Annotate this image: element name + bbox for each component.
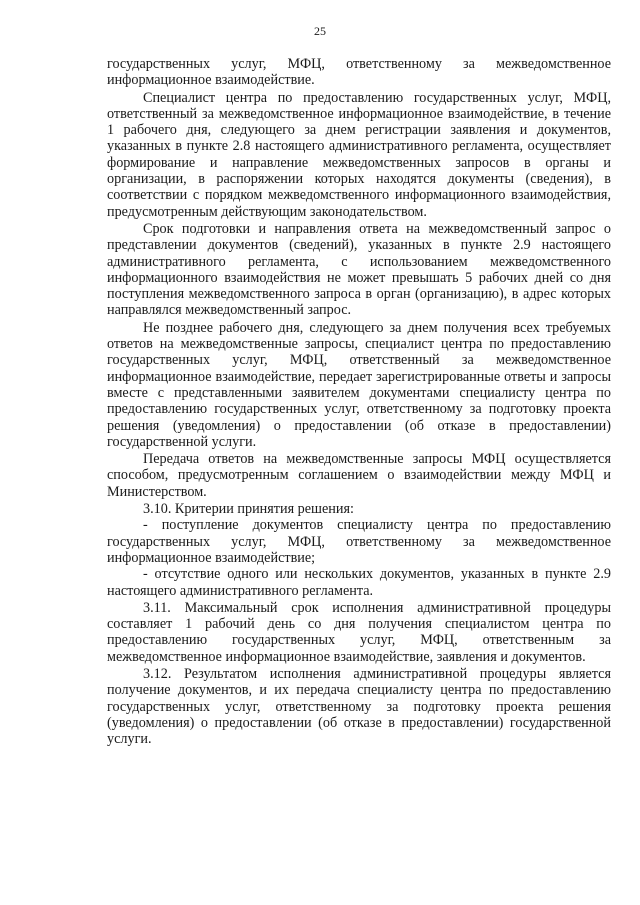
section-heading: 3.10. Критерии принятия решения: (143, 501, 354, 518)
list-item: - отсутствие одного или нескольких документов, указанных в пункте 2.9 настоящего административного регламента. (107, 566, 611, 599)
paragraph: Срок подготовки и направления ответа на межведомственный запрос о представлении документов (сведений), указанных в пункте 2.9 настоящего административного регламента, с использованием межведомственного информационного взаимодействия не может превышать 5 рабочих дней со дня поступления межведомственного запроса в орган (организацию), в адрес которых направлялся межведомственный запрос. (107, 220, 611, 319)
paragraph: 3.11. Максимальный срок исполнения административной процедуры составляет 1 рабочий день со дня получения специалистом центра по предоставлению государственных услуг, МФЦ, ответственным за межведомственное информационное взаимодействие, заявления и документов. (107, 599, 611, 665)
paragraph: Не позднее рабочего дня, следующего за днем получения всех требуемых ответов на межведомственные запросы, специалист центра по предоставлению государственных услуг, МФЦ, ответственный за межведомственное информационное взаимодействие, передает зарегистрированные ответы и запросы вместе с представленными заявителем документами специалисту центра по предоставлению государственных услуг, ответственному за подготовку проекта решения (уведомления) о предоставлении (об отказе в предоставлении) государственной услуги. (107, 319, 611, 450)
list-item: - поступление документов специалисту центра по предоставлению государственных услуг, МФЦ, ответственному за межведомственное информационное взаимодействие; (107, 517, 611, 566)
paragraph: 3.12. Результатом исполнения административной процедуры является получение документов, и их передача специалисту центра по предоставлению государственных услуг, ответственному за подготовку проекта решения (уведомления) о предоставлении (об отказе в предоставлении) государственной услуги. (107, 665, 611, 748)
paragraph: государственных услуг, МФЦ, ответственному за межведомственное информационное взаимодействие. (107, 56, 611, 89)
page-number: 25 (314, 24, 326, 38)
paragraph: Специалист центра по предоставлению государственных услуг, МФЦ, ответственный за межведомственное информационное взаимодействие, в течение 1 рабочего дня, следующего за днем регистрации заявления и документов, указанных в пункте 2.8 настоящего административного регламента, осуществляет формирование и направление межведомственных запросов в органы и организации, в распоряжении которых находятся документы (сведения), в соответствии с порядком межведомственного информационного взаимодействия, предусмотренным действующим законодательством. (107, 89, 611, 220)
document-body (107, 56, 611, 747)
paragraph: Передача ответов на межведомственные запросы МФЦ осуществляется способом, предусмотренным соглашением о взаимодействии между МФЦ и Министерством. (107, 451, 611, 500)
